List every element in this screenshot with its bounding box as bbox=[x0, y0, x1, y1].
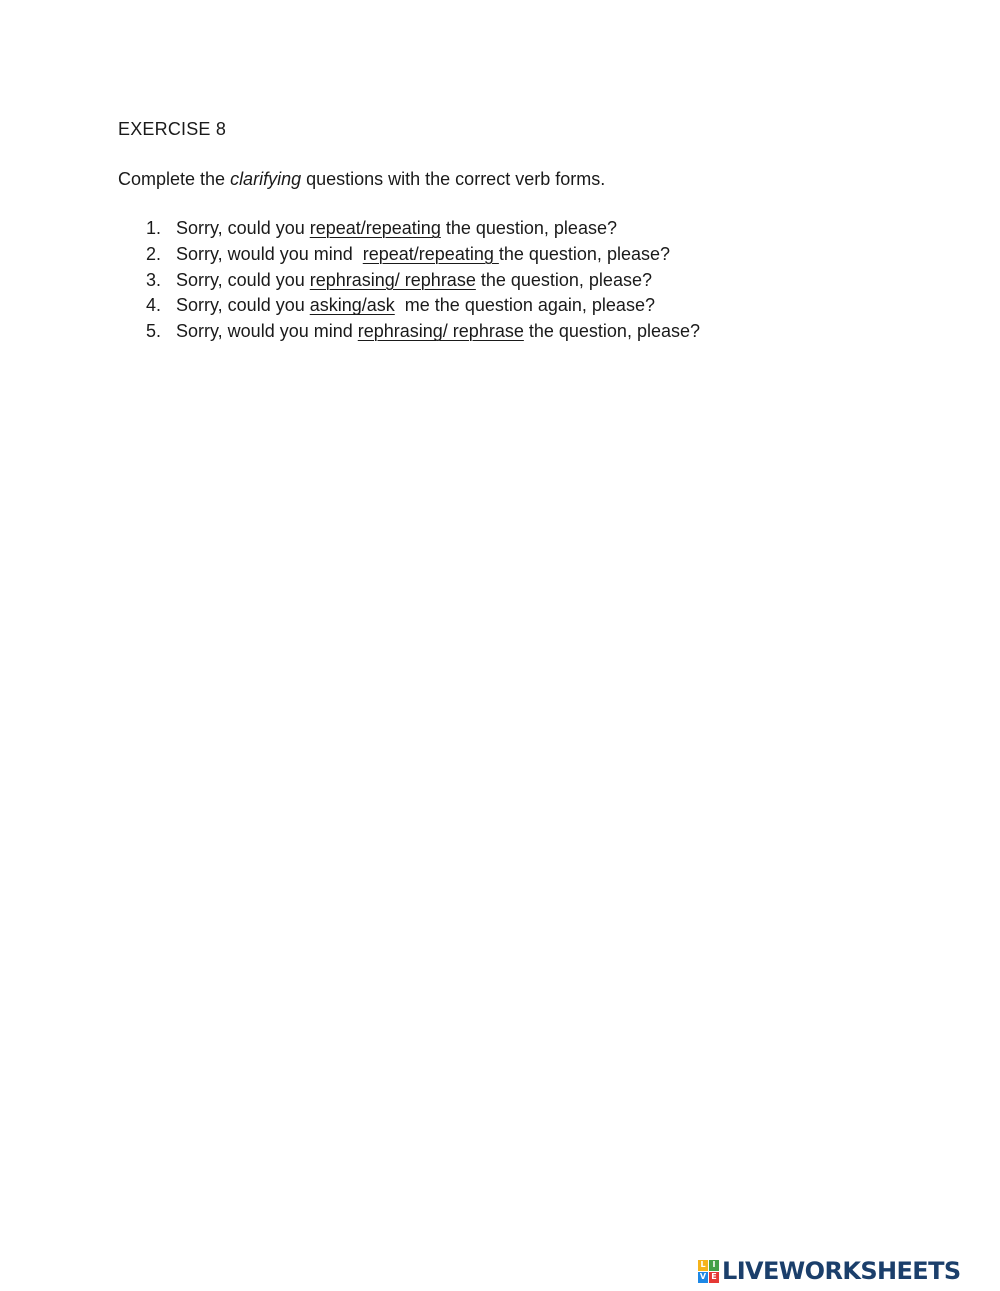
item-options[interactable]: repeat/repeating bbox=[309, 218, 441, 238]
liveworksheets-logo bbox=[698, 1257, 961, 1285]
logo-block-e: E bbox=[709, 1272, 719, 1283]
item-text-end: the question, please? bbox=[440, 218, 617, 238]
item-number: 4. bbox=[146, 295, 162, 316]
instructions-emphasis: clarifying bbox=[230, 169, 302, 189]
item-text-start: Sorry, could you bbox=[176, 269, 310, 290]
item-text-start: Sorry, would you mind bbox=[176, 243, 363, 264]
logo-block-l: L bbox=[698, 1260, 708, 1271]
exercise-item-5 bbox=[146, 319, 700, 345]
exercise-list bbox=[146, 216, 700, 345]
instructions-text-start: Complete the bbox=[118, 169, 231, 189]
page-title: EXERCISE 8 bbox=[118, 119, 227, 139]
item-options[interactable]: asking/ask bbox=[309, 295, 395, 316]
logo-blocks-icon bbox=[698, 1260, 719, 1283]
exercise-item-2 bbox=[146, 242, 700, 268]
item-text-start: Sorry, could you bbox=[176, 218, 310, 238]
exercise-item-3 bbox=[146, 268, 700, 294]
logo-text: LIVEWORKSHEETS bbox=[722, 1257, 961, 1285]
exercise-item-1 bbox=[146, 216, 700, 242]
item-number: 1. bbox=[146, 218, 162, 238]
item-text-start: Sorry, would you mind bbox=[176, 321, 358, 342]
item-number: 3. bbox=[146, 269, 162, 290]
item-text-end: me the question again, please? bbox=[394, 295, 655, 316]
item-text-end: the question, please? bbox=[475, 269, 652, 290]
item-number: 2. bbox=[146, 243, 162, 264]
logo-block-v: V bbox=[699, 1272, 707, 1281]
instructions-text-end: questions with the correct verb forms. bbox=[301, 169, 606, 189]
item-options[interactable]: rephrasing/ rephrase bbox=[309, 269, 476, 290]
item-text-end: the question, please? bbox=[498, 243, 670, 264]
item-text-start: Sorry, could you bbox=[176, 295, 310, 316]
item-text-end: the question, please? bbox=[523, 321, 700, 342]
exercise-item-4 bbox=[146, 293, 700, 319]
instructions bbox=[118, 169, 605, 190]
item-number: 5. bbox=[146, 321, 162, 342]
item-options[interactable]: rephrasing/ rephrase bbox=[357, 321, 524, 342]
logo-block-i: I bbox=[709, 1260, 719, 1271]
item-options[interactable]: repeat/repeating bbox=[362, 243, 499, 264]
